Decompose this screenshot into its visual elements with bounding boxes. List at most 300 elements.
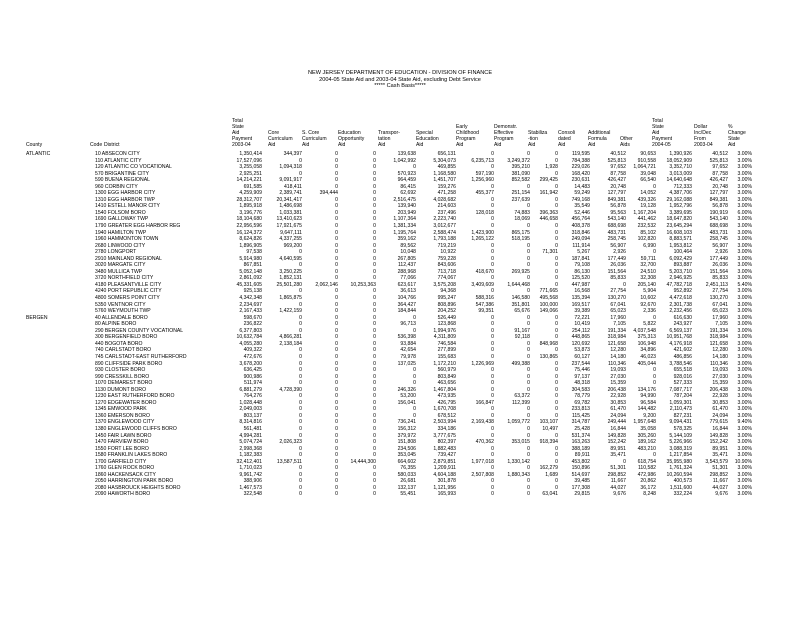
table-cell: 99,351 [478, 308, 494, 315]
table-row [0, 491, 800, 498]
table-cell: 1,895,918 [239, 203, 262, 210]
table-cell: 0 [653, 373, 656, 380]
table-cell: 0 [335, 151, 338, 157]
table-cell: 132,137 [397, 484, 416, 491]
table-cell: 2,234,697 [239, 301, 262, 308]
table-cell: 85,833 [610, 275, 626, 282]
table-cell: 3,543,579 [705, 458, 728, 465]
table-cell: 0 [373, 452, 376, 459]
table-cell: 10 ABSECON CITY [95, 151, 140, 157]
table-cell: 24,094 [712, 412, 728, 419]
table-cell: 1,896,905 [239, 242, 262, 249]
table-cell: 120 ATLANTIC CO VOCATIONAL [95, 164, 172, 171]
table-cell: 39,048 [640, 170, 656, 177]
table-cell: 251,154 [511, 190, 530, 197]
table-cell: 14,214,221 [236, 177, 262, 184]
table-cell: 304,583 [571, 386, 590, 393]
table-cell: 0 [373, 321, 376, 328]
table-cell: 499,388 [511, 360, 530, 367]
table-cell: 17,960 [712, 314, 728, 321]
table-cell: 1370 ENGLEWOOD CITY [95, 419, 155, 426]
table-cell: 3,409,609 [471, 281, 494, 288]
table-cell: 89,951 [712, 445, 728, 452]
table-cell: 18,647,820 [666, 216, 692, 223]
table-cell: 0 [527, 367, 530, 374]
table-cell: 0 [299, 393, 302, 400]
table-cell: 0 [527, 353, 530, 360]
table-cell: 483,731 [607, 229, 626, 236]
table-cell: 61,470 [712, 406, 728, 413]
table-cell: 35,549 [574, 203, 590, 210]
table-cell: 177,449 [709, 255, 728, 262]
table-cell: 14,444,300 [350, 458, 376, 465]
table-cell: 0 [491, 275, 494, 282]
table-cell: 0 [373, 301, 376, 308]
table-cell: 1345 EMWOOD PARK [95, 406, 147, 413]
table-cell: 0 [527, 340, 530, 347]
table-cell: 0 [491, 196, 494, 203]
table-cell: 90,653 [640, 151, 656, 157]
table-cell: 547,386 [475, 301, 494, 308]
table-cell: 0 [335, 471, 338, 478]
table-cell: 0 [491, 465, 494, 472]
table-cell: 44,027 [610, 484, 626, 491]
table-cell: 2080 HASBROUCK HEIGHTS BORO [95, 484, 181, 491]
table-cell: 719,219 [437, 242, 456, 249]
table-cell: 3.00% [737, 262, 752, 269]
table-cell: 0 [335, 321, 338, 328]
table-cell: 72,221 [574, 314, 590, 321]
table-cell: 969,200 [283, 242, 302, 249]
table-cell: 0 [299, 347, 302, 354]
table-cell: 97,538 [246, 249, 262, 256]
table-cell: 448,865 [571, 334, 590, 341]
table-cell: 97,137 [574, 373, 590, 380]
table-cell: 161,942 [539, 190, 558, 197]
table-cell: 1,059,301 [669, 399, 692, 406]
table-cell: 4,994,281 [239, 432, 262, 439]
table-cell: 900,986 [243, 373, 262, 380]
table-cell: 636,425 [243, 367, 262, 374]
table-cell: 470,362 [475, 439, 494, 446]
table-cell: 3.00% [737, 216, 752, 223]
table-cell: 22,928 [712, 393, 728, 400]
table-cell: 472,986 [637, 471, 656, 478]
table-cell: 1,226,969 [471, 360, 494, 367]
table-cell: 0 [299, 412, 302, 419]
table-cell: 0 [373, 353, 376, 360]
table-cell: 187,841 [571, 255, 590, 262]
table-cell: 0 [335, 419, 338, 426]
table-cell: 774,067 [437, 275, 456, 282]
table-cell: 102,820 [637, 236, 656, 243]
table-cell: 1310 EGG HARBOR TWP [95, 196, 155, 203]
table-cell: 455,377 [475, 190, 494, 197]
table-cell: 0 [373, 478, 376, 485]
table-cell: 0 [491, 432, 494, 439]
table-cell: 3480 MULLICA TWP [95, 268, 143, 275]
table-cell: 0 [335, 465, 338, 472]
table-cell: 134,176 [637, 386, 656, 393]
table-cell: 0 [555, 393, 558, 400]
table-cell: 26,036 [610, 262, 626, 269]
table-cell: 439,326 [637, 196, 656, 203]
table-cell: 1,042,992 [393, 157, 416, 164]
table-cell: 0 [299, 432, 302, 439]
table-cell: 10,602 [640, 295, 656, 302]
table-cell: 849,381 [607, 196, 626, 203]
table-cell: 0 [555, 386, 558, 393]
table-cell: 5.40% [737, 281, 752, 288]
table-cell: 119,595 [571, 151, 590, 157]
table-cell: 17,960 [610, 314, 626, 321]
table-cell: 0 [373, 268, 376, 275]
table-cell: 1,451,707 [433, 177, 456, 184]
table-cell: 120,692 [571, 340, 590, 347]
table-cell: 112,399 [511, 399, 530, 406]
table-cell: 0 [555, 327, 558, 334]
table-cell: 63,372 [514, 393, 530, 400]
table-cell: 0 [491, 321, 494, 328]
table-cell: 0 [373, 275, 376, 282]
table-cell: 151,808 [397, 439, 416, 446]
table-cell: 0 [373, 327, 376, 334]
table-cell: 18,104,680 [236, 216, 262, 223]
table-cell: 0 [335, 360, 338, 367]
table-cell: 152,242 [709, 439, 728, 446]
table-cell: 12,280 [712, 347, 728, 354]
table-cell: 288,968 [397, 268, 416, 275]
table-cell: 18,069 [514, 216, 530, 223]
table-cell: 24,510 [640, 268, 656, 275]
table-cell: 96,713 [400, 321, 416, 328]
table-cell: 0 [527, 183, 530, 190]
table-cell: 0 [335, 458, 338, 465]
table-cell: 87,758 [610, 170, 626, 177]
table-cell: 39,485 [574, 478, 590, 485]
table-cell: 1,467,573 [239, 484, 262, 491]
table-cell: 453,802 [571, 458, 590, 465]
table-cell: 0 [335, 406, 338, 413]
table-cell: 409,322 [243, 347, 262, 354]
table-cell: 0 [335, 484, 338, 491]
table-cell: 0 [527, 321, 530, 328]
table-cell: 426,795 [437, 399, 456, 406]
table-cell: 849,381 [709, 196, 728, 203]
table-cell: 110,346 [607, 360, 626, 367]
table-cell: 527,333 [673, 380, 692, 387]
table-cell: 298,852 [709, 471, 728, 478]
table-cell: 258,745 [607, 236, 626, 243]
table-cell: 0 [527, 249, 530, 256]
table-cell: 3.00% [737, 439, 752, 446]
table-cell: 10,497 [542, 425, 558, 432]
table-cell: 18,052,909 [666, 157, 692, 164]
table-cell: 15,359 [712, 380, 728, 387]
table-cell: 0 [373, 386, 376, 393]
table-cell: 110,346 [709, 360, 728, 367]
table-cell: 0 [373, 360, 376, 367]
table-cell: 0 [555, 203, 558, 210]
table-cell: 426,427 [709, 177, 728, 184]
table-cell: 1,511,600 [669, 484, 692, 491]
column-header: Additional Formula Aid [588, 130, 611, 148]
table-cell: 39,389 [574, 308, 590, 315]
table-cell: 2,062,146 [315, 281, 338, 288]
table-cell: 446,658 [539, 216, 558, 223]
table-cell: 787,204 [673, 393, 692, 400]
table-cell: ATLANTIC [26, 151, 51, 157]
table-cell: 0 [299, 360, 302, 367]
table-cell: 74,883 [514, 209, 530, 216]
table-cell: 0 [555, 347, 558, 354]
table-cell: 125,520 [571, 275, 590, 282]
table-cell: 447,987 [571, 281, 590, 288]
table-cell: 29,162,088 [666, 196, 692, 203]
table-cell: 166,847 [475, 399, 494, 406]
table-cell: 56,907 [610, 242, 626, 249]
table-cell: 1,644,468 [507, 281, 530, 288]
table-cell: 6,569,137 [669, 327, 692, 334]
table-cell: 0 [373, 164, 376, 171]
table-cell: 123,868 [437, 321, 456, 328]
table-cell: 570 BRIGANTINE CITY [95, 170, 150, 177]
table-cell: 1,064,721 [633, 164, 656, 171]
table-cell: 8,248 [643, 491, 656, 498]
table-cell: 364,427 [397, 301, 416, 308]
table-cell: 0 [373, 491, 376, 498]
table-cell: 1,168,580 [433, 170, 456, 177]
table-cell: 0 [491, 327, 494, 334]
table-cell: 249,094 [571, 236, 590, 243]
column-header: Dollar Inc/Dec From 2003-04 [694, 124, 713, 148]
table-cell: 560,979 [437, 367, 456, 374]
table-cell: 10,260,594 [666, 471, 692, 478]
table-cell: 1270 EDGEWATER BORO [95, 399, 157, 406]
table-cell: 0 [555, 458, 558, 465]
table-cell: 4,176,918 [669, 340, 692, 347]
table-cell: 0 [491, 151, 494, 157]
table-cell: 0 [373, 380, 376, 387]
table-cell: 0 [491, 406, 494, 413]
table-cell: 3,250,225 [279, 268, 302, 275]
table-cell: 2680 LINWOOD CITY [95, 242, 146, 249]
table-cell: 0 [373, 236, 376, 243]
table-cell: 0 [335, 386, 338, 393]
table-cell: 421,602 [673, 347, 692, 354]
table-cell: 128,018 [475, 209, 494, 216]
table-cell: 0 [491, 425, 494, 432]
table-cell: 3.00% [737, 373, 752, 380]
table-cell: 156,312 [397, 425, 416, 432]
table-cell: 322,548 [243, 491, 262, 498]
table-cell: 100,000 [539, 301, 558, 308]
table-cell: 85,102 [640, 229, 656, 236]
table-cell: 3,255,058 [239, 164, 262, 171]
table-cell: 0 [413, 367, 416, 374]
table-cell: 234,506 [397, 445, 416, 452]
table-cell: 0 [653, 183, 656, 190]
table-cell: 0 [373, 170, 376, 177]
table-cell: 4,728,390 [279, 386, 302, 393]
table-cell: 0 [491, 484, 494, 491]
table-cell: 0 [373, 465, 376, 472]
table-cell: 2,926 [715, 249, 728, 256]
table-cell: 5,052,148 [239, 268, 262, 275]
table-cell: 53,873 [574, 347, 590, 354]
table-cell: 483,210 [637, 445, 656, 452]
table-cell: 3.00% [737, 340, 752, 347]
column-header: % Change State Aid [728, 124, 746, 148]
table-cell: 4,037,548 [633, 327, 656, 334]
table-cell: 0 [623, 281, 626, 288]
table-cell: 418,411 [283, 183, 302, 190]
table-cell: 394,444 [319, 190, 338, 197]
table-cell: 3.00% [737, 347, 752, 354]
table-cell: 0 [527, 275, 530, 282]
table-cell: 10.90% [734, 458, 752, 465]
table-cell: 0 [555, 334, 558, 341]
table-cell: 32,308 [640, 275, 656, 282]
table-cell: 1230 EAST RUTHERFORD BORO [95, 393, 175, 400]
table-cell: 3.00% [737, 484, 752, 491]
table-cell: 318,846 [571, 229, 590, 236]
table-cell: 24,094 [610, 412, 626, 419]
table-cell: 0 [373, 203, 376, 210]
table-cell: 78,779 [574, 393, 590, 400]
table-cell: 0 [335, 314, 338, 321]
table-cell: 0 [299, 367, 302, 374]
table-cell: 13,587,511 [276, 458, 302, 465]
table-cell: 0 [335, 157, 338, 164]
table-cell: 3.00% [737, 380, 752, 387]
table-cell: 0 [413, 380, 416, 387]
table-cell: 2,861,092 [239, 275, 262, 282]
table-cell: 616,630 [673, 314, 692, 321]
table-cell: 0 [373, 223, 376, 230]
table-cell: 79,978 [400, 353, 416, 360]
table-cell: 26,681 [400, 478, 416, 485]
table-cell: 23,645,294 [666, 223, 692, 230]
table-cell: 0 [335, 347, 338, 354]
table-cell: 0 [373, 367, 376, 374]
table-cell: 40,512 [610, 151, 626, 157]
table-cell: 0 [335, 301, 338, 308]
table-cell: 0 [491, 340, 494, 347]
table-cell: 0 [373, 216, 376, 223]
table-cell: 2090 HAWORTH BORO [95, 491, 151, 498]
table-cell: 0 [299, 491, 302, 498]
table-cell: 2,925,251 [239, 170, 262, 177]
table-cell: 0 [527, 491, 530, 498]
table-cell: 229,026 [571, 164, 590, 171]
table-cell: 189,162 [637, 439, 656, 446]
table-cell: 22,928 [610, 393, 626, 400]
table-cell: 233,813 [571, 406, 590, 413]
table-cell: 531,374 [571, 432, 590, 439]
table-cell: 20,341,417 [276, 196, 302, 203]
table-cell: 688,698 [607, 223, 626, 230]
table-cell: 0 [335, 242, 338, 249]
table-cell: 0 [299, 380, 302, 387]
table-cell: 3.00% [737, 308, 752, 315]
report-basis: ***** Cash Basis***** [374, 83, 426, 90]
table-cell: 121,658 [709, 340, 728, 347]
table-cell: 12,280 [610, 347, 626, 354]
table-cell: 0 [373, 151, 376, 157]
table-cell: 691,585 [243, 183, 262, 190]
table-cell: 0 [555, 399, 558, 406]
table-cell: 86,415 [400, 183, 416, 190]
table-cell: 0 [299, 399, 302, 406]
table-cell: 103,107 [539, 419, 558, 426]
table-cell: 0 [373, 373, 376, 380]
table-cell: 472,676 [243, 353, 262, 360]
table-cell: 0 [373, 484, 376, 491]
table-cell: 351,801 [511, 301, 530, 308]
table-cell: 16,844 [712, 425, 728, 432]
table-cell: 802,397 [437, 439, 456, 446]
table-cell: 8,883,571 [669, 236, 692, 243]
table-cell: 388,189 [571, 445, 590, 452]
table-cell: 749,168 [571, 196, 590, 203]
table-cell: 0 [555, 255, 558, 262]
table-cell: 0 [527, 223, 530, 230]
table-cell: 0 [335, 340, 338, 347]
table-cell: 67,041 [610, 301, 626, 308]
table-cell: 0 [335, 229, 338, 236]
table-cell: 191,334 [607, 327, 626, 334]
table-cell: 3.00% [737, 170, 752, 177]
table-cell: 135,394 [571, 295, 590, 302]
table-cell: 2,138,184 [279, 340, 302, 347]
table-cell: 1960 HAMMONTON TOWN [95, 236, 159, 243]
table-cell: 9,961,742 [239, 471, 262, 478]
table-cell: 759,228 [437, 255, 456, 262]
table-cell: 0 [555, 314, 558, 321]
table-cell: 3.00% [737, 288, 752, 295]
table-cell: 97,652 [610, 164, 626, 171]
table-cell: 0 [653, 314, 656, 321]
table-cell: 405,044 [637, 360, 656, 367]
column-header: District [104, 142, 120, 148]
table-cell: 0 [335, 452, 338, 459]
table-cell: 0 [555, 275, 558, 282]
table-cell: 0 [653, 380, 656, 387]
table-cell: 925,138 [243, 288, 262, 295]
table-cell: 2,998,368 [239, 445, 262, 452]
column-header: S. Core Curriculum Aid [302, 130, 327, 148]
table-cell: 92,670 [640, 301, 656, 308]
table-cell: 3.00% [737, 203, 752, 210]
table-cell: 35,471 [712, 452, 728, 459]
table-cell: 0 [555, 242, 558, 249]
table-cell: 110,582 [637, 465, 656, 472]
table-cell: 146,580 [511, 295, 530, 302]
table-cell: 254,112 [571, 327, 590, 334]
table-cell: 76,355 [400, 465, 416, 472]
table-cell: 155,683 [437, 353, 456, 360]
table-cell: 3,678,200 [239, 360, 262, 367]
table-cell: 0 [335, 288, 338, 295]
table-cell: 3.00% [737, 478, 752, 485]
table-cell: 106,948 [637, 340, 656, 347]
table-cell: 2,301,738 [669, 301, 692, 308]
table-cell: 10,922 [440, 249, 456, 256]
table-cell: 3,196,776 [239, 209, 262, 216]
table-cell: 0 [335, 216, 338, 223]
table-cell: 3.00% [737, 242, 752, 249]
